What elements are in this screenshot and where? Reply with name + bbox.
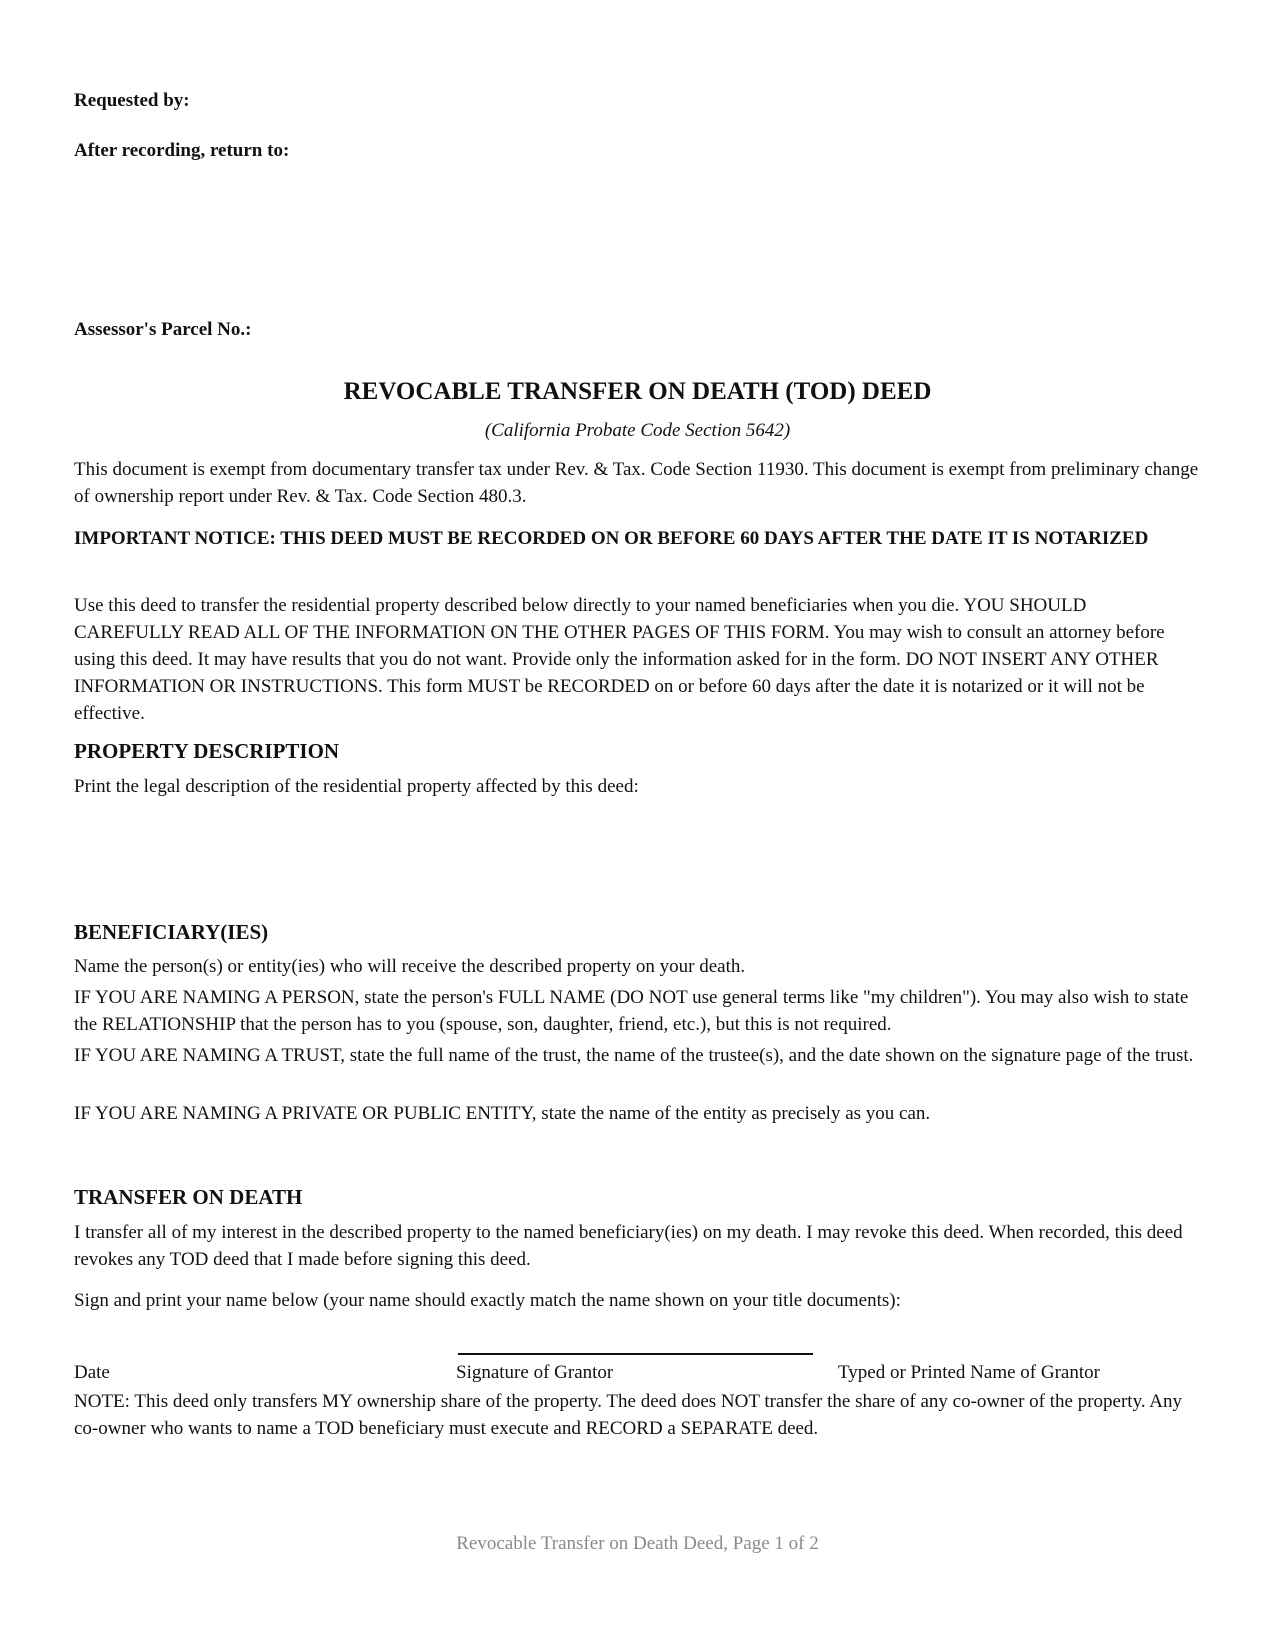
transfer-on-death-heading: TRANSFER ON DEATH [74,1185,303,1209]
beneficiaries-entity-instructions: IF YOU ARE NAMING A PRIVATE OR PUBLIC ENTITY, state the name of the entity as precisely as you can. [74,1103,931,1124]
property-description-prompt: Print the legal description of the residential property affected by this deed: [74,776,639,797]
signature-line[interactable] [458,1353,813,1355]
signature-of-grantor-label: Signature of Grantor [456,1362,614,1383]
requested-by-label: Requested by: [74,90,190,111]
beneficiaries-person-instructions: IF YOU ARE NAMING A PERSON, state the person's FULL NAME (DO NOT use general terms like "my children"). You may also wish to state the RELATIONSHIP that the person has to you (spouse, son, daughter, friend, etc.), but this is not required. [74,987,1189,1035]
instructions-text: Use this deed to transfer the residential property described below directly to your named beneficiaries when you die. YOU SHOULD CAREFULLY READ ALL OF THE INFORMATION ON THE OTHER PAGES OF THIS FORM. You may wish to consult an attorney before using this deed. It may have results that you do not want. Provide only the information asked for in the form. DO NOT INSERT ANY OTHER INFORMATION OR INSTRUCTIONS. This form MUST be RECORDED on or before 60 days after the date it is notarized or it will not be effective. [74,595,1165,724]
page-footer: Revocable Transfer on Death Deed, Page 1 of 2 [456,1533,819,1554]
property-description-heading: PROPERTY DESCRIPTION [74,739,340,763]
co-owner-note: NOTE: This deed only transfers MY ownership share of the property. The deed does NOT transfer the share of any co-owner of the property. Any co-owner who wants to name a TOD beneficiary must execute and RECORD a SEPARATE deed. [74,1391,1183,1439]
date-label: Date [74,1362,110,1383]
beneficiaries-intro: Name the person(s) or entity(ies) who will receive the described property on your death. [74,956,746,977]
important-notice: IMPORTANT NOTICE: THIS DEED MUST BE RECORDED ON OR BEFORE 60 DAYS AFTER THE DATE IT IS NOTARIZED [74,528,1149,549]
beneficiaries-trust-instructions: IF YOU ARE NAMING A TRUST, state the full name of the trust, the name of the trustee(s), and the date shown on the signature page of the trust. [74,1045,1194,1066]
return-to-label: After recording, return to: [74,140,290,161]
exemption-text: This document is exempt from documentary transfer tax under Rev. & Tax. Code Section 11930. This document is exempt from preliminary change of ownership report under Rev. & Tax. Code Section 480.3. [74,459,1199,507]
sign-prompt: Sign and print your name below (your name should exactly match the name shown on your title documents): [74,1290,901,1311]
printed-name-of-grantor-label: Typed or Printed Name of Grantor [838,1362,1100,1383]
page-subtitle: (California Probate Code Section 5642) [484,420,791,441]
page-title: REVOCABLE TRANSFER ON DEATH (TOD) DEED [343,378,932,405]
transfer-on-death-text: I transfer all of my interest in the described property to the named beneficiary(ies) on my death. I may revoke this deed. When recorded, this deed revokes any TOD deed that I made before signing this deed. [74,1222,1183,1270]
beneficiaries-heading: BENEFICIARY(IES) [74,920,269,944]
parcel-number-label: Assessor's Parcel No.: [74,319,252,340]
